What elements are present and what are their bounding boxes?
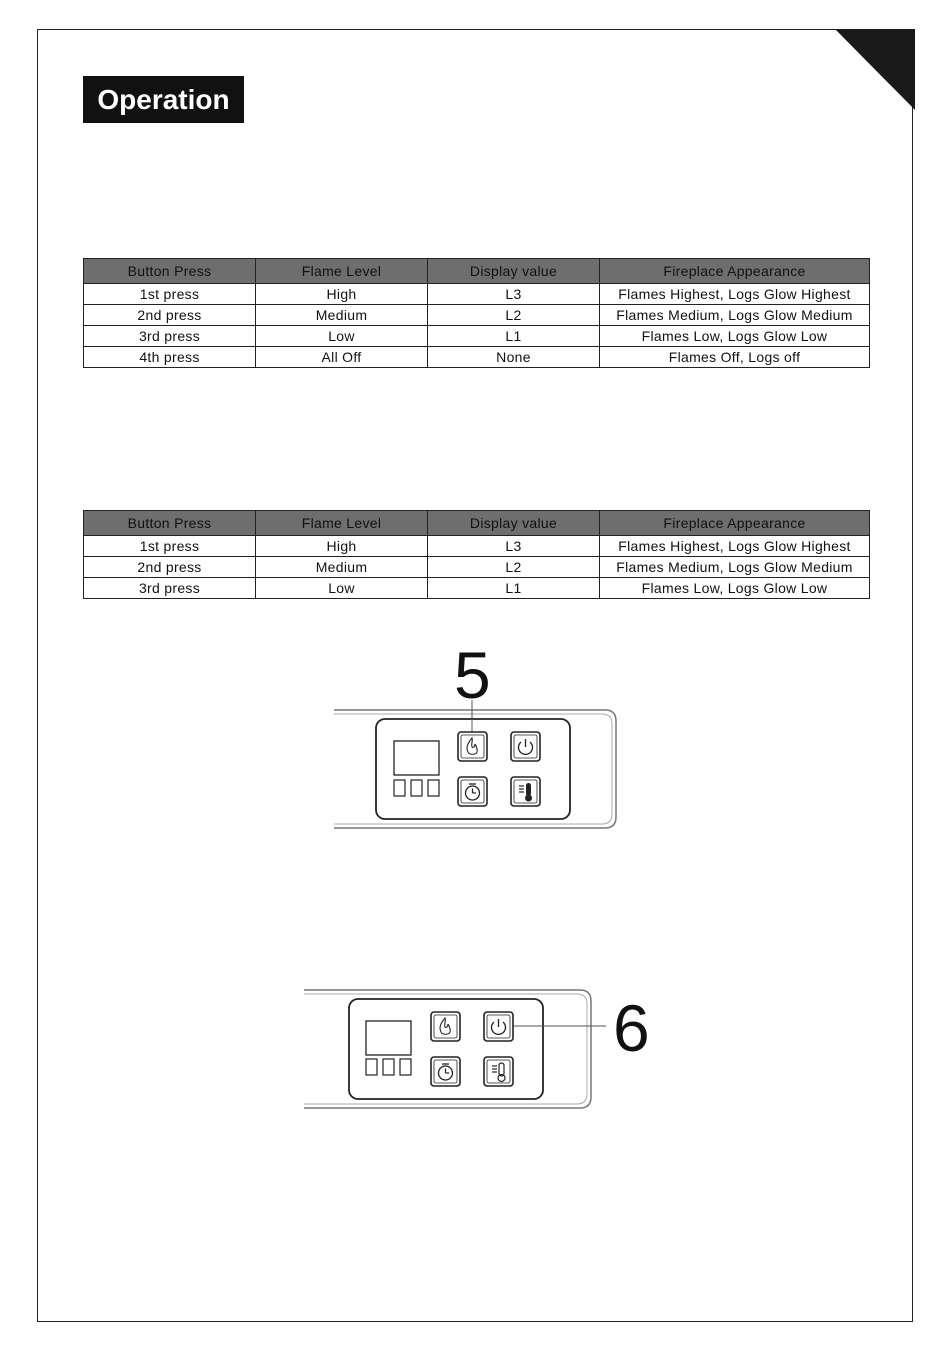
column-header: Flame Level bbox=[256, 259, 428, 284]
table-row bbox=[84, 347, 870, 368]
table-cell: Low bbox=[256, 326, 428, 347]
column-header: Flame Level bbox=[256, 511, 428, 536]
table-cell: High bbox=[256, 536, 428, 557]
timer-icon[interactable] bbox=[431, 1057, 460, 1086]
table-cell: Medium bbox=[256, 557, 428, 578]
flame-level-table-2 bbox=[83, 510, 870, 599]
table-cell: 4th press bbox=[84, 347, 256, 368]
column-header: Display value bbox=[428, 259, 600, 284]
table-cell: L1 bbox=[428, 326, 600, 347]
table-header-row bbox=[84, 259, 870, 284]
table-cell: Medium bbox=[256, 305, 428, 326]
corner-tab bbox=[835, 29, 915, 110]
table-cell: 3rd press bbox=[84, 326, 256, 347]
table-cell: Flames Medium, Logs Glow Medium bbox=[600, 557, 870, 578]
table-cell: High bbox=[256, 284, 428, 305]
table-cell: 1st press bbox=[84, 536, 256, 557]
table-cell: L1 bbox=[428, 578, 600, 599]
heat-icon[interactable] bbox=[484, 1057, 513, 1086]
table-cell: Flames Highest, Logs Glow Highest bbox=[600, 284, 870, 305]
table-cell: L3 bbox=[428, 536, 600, 557]
column-header: Fireplace Appearance bbox=[600, 259, 870, 284]
table-cell: 2nd press bbox=[84, 305, 256, 326]
table-cell: 3rd press bbox=[84, 578, 256, 599]
column-header: Button Press bbox=[84, 259, 256, 284]
table-row bbox=[84, 557, 870, 578]
table-cell: Low bbox=[256, 578, 428, 599]
table-cell: Flames Medium, Logs Glow Medium bbox=[600, 305, 870, 326]
control-panel-figure-5 bbox=[330, 700, 625, 835]
power-icon[interactable] bbox=[484, 1012, 513, 1041]
callout-number-5: 5 bbox=[454, 638, 491, 712]
table-cell: 1st press bbox=[84, 284, 256, 305]
table-cell: L2 bbox=[428, 305, 600, 326]
table-cell: 2nd press bbox=[84, 557, 256, 578]
table-cell: Flames Highest, Logs Glow Highest bbox=[600, 536, 870, 557]
table-cell: L3 bbox=[428, 284, 600, 305]
callout-number-6: 6 bbox=[613, 991, 650, 1065]
heat-icon[interactable] bbox=[511, 777, 540, 806]
table-row bbox=[84, 326, 870, 347]
page-title: Operation bbox=[83, 76, 244, 123]
display-screen bbox=[366, 1021, 411, 1055]
flame-icon[interactable] bbox=[458, 732, 487, 761]
control-panel-figure-6 bbox=[300, 980, 610, 1115]
flame-icon[interactable] bbox=[431, 1012, 460, 1041]
flame-level-table-1 bbox=[83, 258, 870, 368]
table-header-row bbox=[84, 511, 870, 536]
table-cell: All Off bbox=[256, 347, 428, 368]
power-icon[interactable] bbox=[511, 732, 540, 761]
table-row bbox=[84, 578, 870, 599]
table-row bbox=[84, 305, 870, 326]
table-cell: None bbox=[428, 347, 600, 368]
column-header: Display value bbox=[428, 511, 600, 536]
table-cell: Flames Off, Logs off bbox=[600, 347, 870, 368]
table-cell: Flames Low, Logs Glow Low bbox=[600, 326, 870, 347]
table-row bbox=[84, 284, 870, 305]
table-cell: Flames Low, Logs Glow Low bbox=[600, 578, 870, 599]
table-row bbox=[84, 536, 870, 557]
table-cell: L2 bbox=[428, 557, 600, 578]
timer-icon[interactable] bbox=[458, 777, 487, 806]
column-header: Button Press bbox=[84, 511, 256, 536]
display-screen bbox=[394, 741, 439, 775]
column-header: Fireplace Appearance bbox=[600, 511, 870, 536]
